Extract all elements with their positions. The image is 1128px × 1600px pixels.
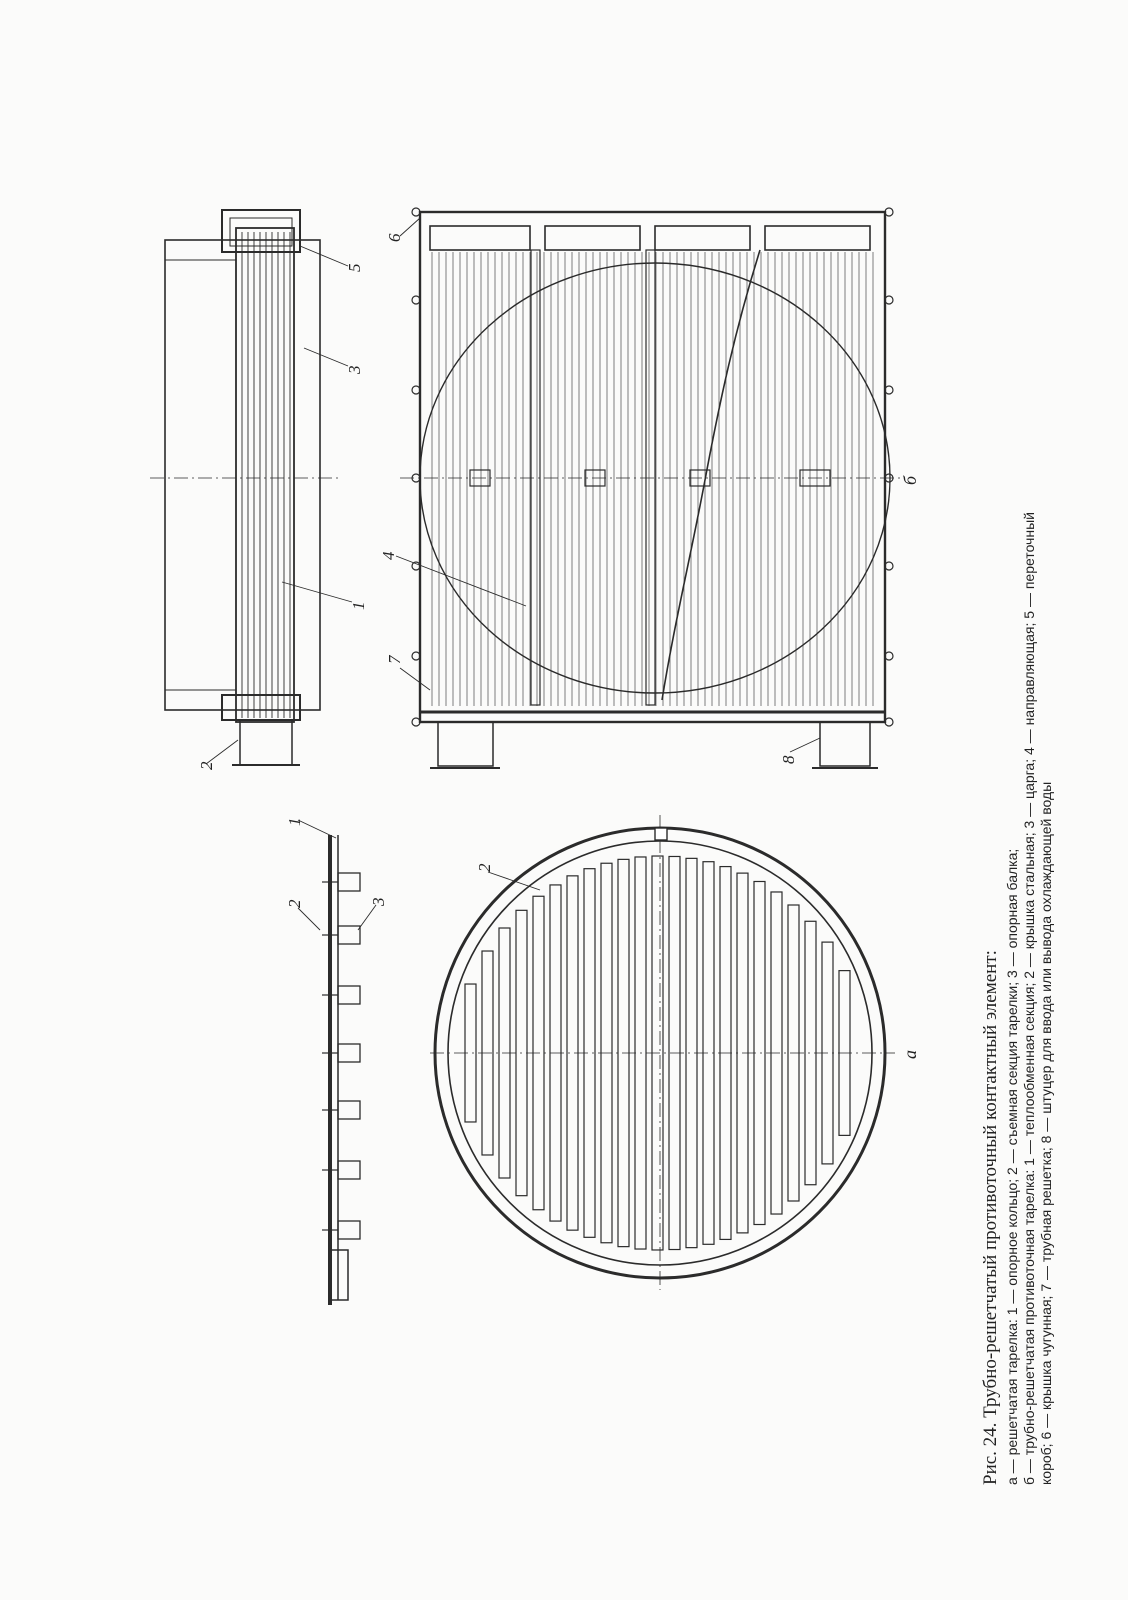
view-a-plan-drawing bbox=[430, 815, 895, 1290]
support-beam bbox=[338, 986, 360, 1004]
cast-iron-cover-frame bbox=[420, 212, 885, 722]
overflow-box-inner bbox=[230, 218, 292, 246]
callout-b-water-nozzle: 8 bbox=[779, 755, 798, 764]
tube-lines bbox=[242, 232, 290, 718]
bolt bbox=[412, 718, 420, 726]
overflow-box bbox=[655, 226, 750, 250]
guide-rib bbox=[646, 250, 655, 705]
bolt bbox=[885, 386, 893, 394]
lower-flange bbox=[222, 695, 300, 720]
view-b-side-drawing bbox=[150, 210, 340, 765]
callout-b-overflow-box: 5 bbox=[345, 263, 364, 272]
callout-a-plan-section: 2 bbox=[475, 863, 494, 872]
view-a-side-drawing bbox=[322, 835, 360, 1305]
callout-a-section: 2 bbox=[285, 899, 304, 908]
bolt bbox=[412, 562, 420, 570]
bolt bbox=[885, 562, 893, 570]
bolt bbox=[412, 208, 420, 216]
view-a-mark: а bbox=[900, 1050, 920, 1059]
overflow-boxes bbox=[430, 226, 870, 250]
legend-line-2: б — трубно-решетчатая противоточная тарелка: 1 — теплообменная секция; 2 — крышка стальная; 3 — царга; 4 — направляющая; 5 — переточный bbox=[1021, 512, 1037, 1485]
callout-b-cast-cover: 6 bbox=[385, 233, 404, 242]
bolt bbox=[885, 296, 893, 304]
figure-caption bbox=[978, 0, 1055, 1485]
water-nozzle-right bbox=[820, 722, 870, 766]
cooling-water-nozzle bbox=[240, 720, 292, 765]
bolt bbox=[885, 652, 893, 660]
support-ring-flange bbox=[330, 1250, 348, 1300]
callouts bbox=[197, 233, 920, 1059]
callout-b-guide: 4 bbox=[379, 551, 398, 560]
support-beam bbox=[338, 1044, 360, 1062]
bolt bbox=[885, 718, 893, 726]
overflow-box bbox=[545, 226, 640, 250]
callout-a-support-ring: 1 bbox=[285, 817, 304, 826]
bolt bbox=[412, 386, 420, 394]
guide-ribs bbox=[470, 250, 830, 705]
support-beam bbox=[338, 926, 360, 944]
legend-line-1: а — решетчатая тарелка: 1 — опорное кольцо; 2 — съемная секция тарелки; 3 — опорная балка; bbox=[1004, 848, 1020, 1485]
ring-clamp bbox=[655, 828, 667, 840]
view-b-front-drawing bbox=[400, 208, 900, 768]
callout-b-shell: 3 bbox=[345, 365, 364, 374]
callout-b-tube-plate: 7 bbox=[385, 655, 404, 664]
overflow-box bbox=[430, 226, 530, 250]
callout-b-exchange-section: 1 bbox=[349, 601, 368, 610]
guide-rib bbox=[531, 250, 540, 705]
figure-title: Рис. 24. Трубно-решетчатый противоточный контактный элемент: bbox=[980, 950, 1001, 1485]
overflow-box bbox=[765, 226, 870, 250]
support-beam bbox=[338, 873, 360, 891]
support-beams bbox=[322, 873, 360, 1239]
bolt bbox=[885, 208, 893, 216]
callout-a-beam: 3 bbox=[369, 897, 388, 906]
cover-bolts bbox=[412, 208, 893, 726]
support-beam bbox=[338, 1161, 360, 1179]
callout-b-steel-cover: 2 bbox=[197, 761, 216, 770]
support-beam bbox=[338, 1221, 360, 1239]
shell-outline bbox=[165, 240, 320, 710]
heat-exchange-tube-bundle bbox=[236, 228, 294, 722]
water-nozzle-left bbox=[438, 722, 493, 766]
view-b-mark: б bbox=[900, 475, 920, 485]
legend-line-3: короб; 6 — крышка чугунная; 7 — трубная решетка; 8 — штуцер для ввода или вывода охлаждающей воды bbox=[1038, 781, 1054, 1485]
bolt bbox=[412, 296, 420, 304]
bolt bbox=[412, 652, 420, 660]
support-beam bbox=[338, 1101, 360, 1119]
